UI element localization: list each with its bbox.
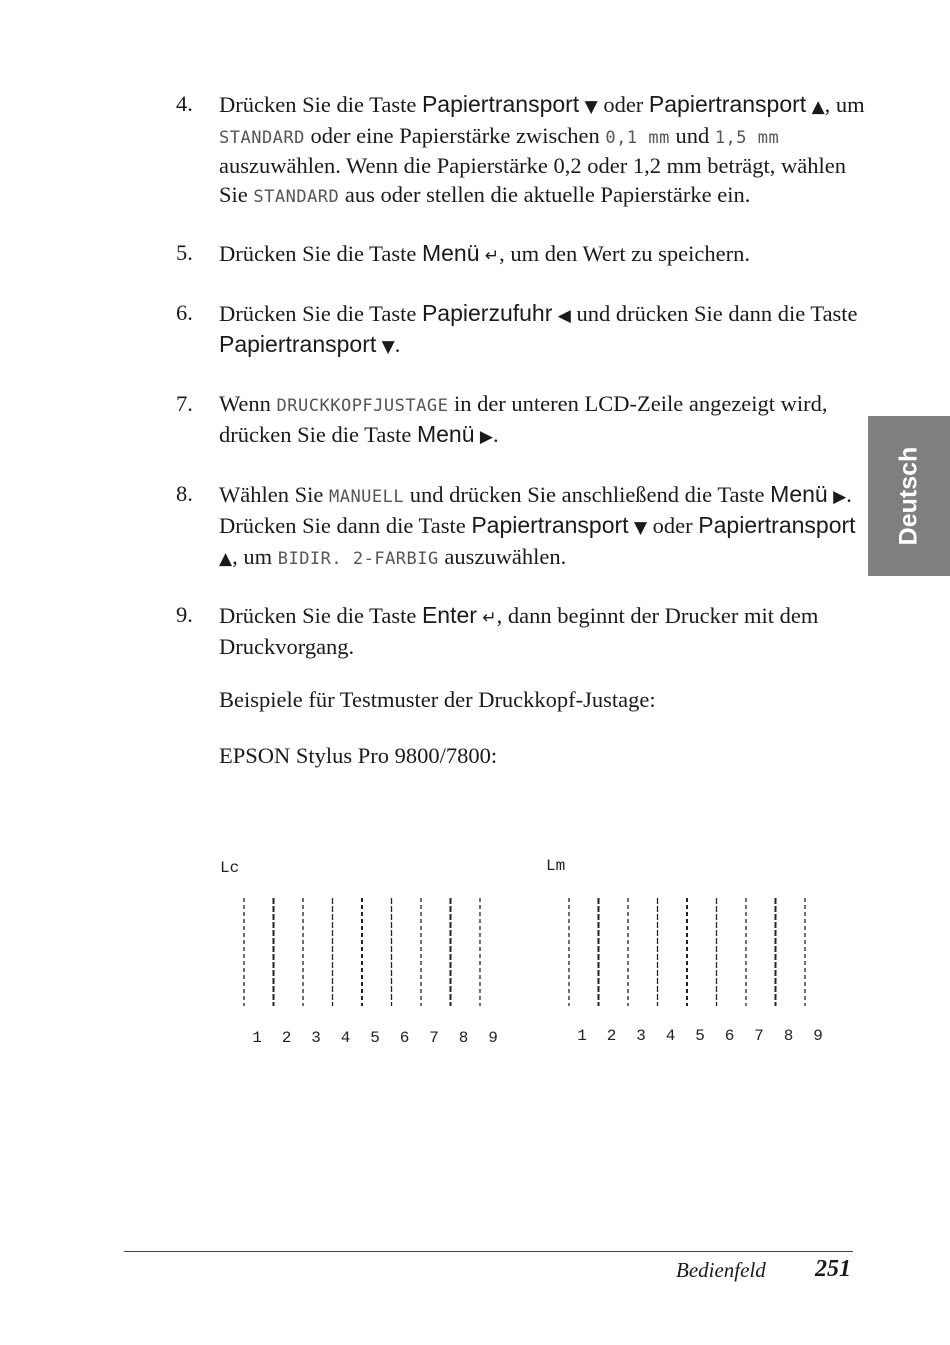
step-number: 7. (176, 390, 193, 416)
pattern-number: 6 (399, 1029, 410, 1047)
step-number: 8. (176, 480, 193, 506)
arrow-icon: ↵ (476, 608, 497, 628)
step-text-segment: Drücken Sie die Taste (219, 603, 422, 628)
button-name: Papiertransport (471, 512, 629, 538)
pattern-number: 1 (577, 1027, 587, 1045)
pattern-number: 4 (665, 1027, 676, 1045)
step-text-segment: Drücken Sie die Taste (219, 300, 422, 326)
button-name: Enter (421, 602, 477, 628)
button-name: Papiertransport (648, 91, 807, 117)
step-text-segment: Wenn (219, 390, 277, 416)
step-text-segment: auszuwählen. (438, 543, 567, 569)
footer-rule (124, 1251, 853, 1252)
arrow-icon: ◀ (552, 305, 571, 326)
page-number: 251 (815, 1256, 851, 1282)
step-number: 4. (176, 91, 193, 116)
pattern-number: 8 (458, 1029, 469, 1047)
pattern-number: 9 (488, 1029, 498, 1047)
step-text-segment: . Drücken Sie dann die Taste (219, 481, 852, 538)
step-9 (176, 601, 866, 661)
step-number: 9. (176, 602, 193, 627)
step-text (219, 482, 856, 569)
step-number: 5. (176, 240, 193, 265)
pattern-label: Lc (220, 859, 240, 877)
pattern-number: 4 (340, 1029, 351, 1047)
step-text (219, 241, 750, 266)
lcd-text: 1,5 mm (714, 127, 780, 148)
arrow-icon: ▶ (474, 427, 493, 447)
pattern-number: 9 (813, 1027, 823, 1045)
button-name: Menü (421, 240, 480, 266)
pattern-number: 7 (754, 1027, 764, 1045)
step-text-segment: und drücken Sie dann die Taste (570, 300, 858, 326)
step-8 (176, 480, 866, 574)
lcd-text: 0,1 mm (605, 127, 670, 148)
step-text-segment: auszuwählen. Wenn die Papierstärke 0,2 oder 1,2 mm beträgt, wählen Sie (219, 153, 846, 207)
button-name: Menü (416, 421, 475, 447)
lcd-text: STANDARD (253, 186, 340, 207)
pattern-number: 5 (695, 1027, 705, 1045)
lcd-text: DRUCKKOPFJUSTAGE (276, 395, 449, 416)
step-text-segment: , um den Wert zu speichern. (499, 241, 750, 266)
arrow-icon: ↵ (479, 246, 500, 266)
button-name: Papiertransport (698, 512, 856, 538)
lcd-text: STANDARD (219, 127, 305, 148)
step-text-segment: oder (647, 513, 699, 538)
pattern-lc (220, 859, 498, 1047)
step-text (219, 391, 828, 448)
step-text-segment: Drücken Sie die Taste (219, 241, 422, 266)
arrow-icon: ▶ (827, 486, 847, 507)
button-name: Papierzufuhr (421, 299, 553, 326)
language-tab (868, 416, 950, 576)
button-name: Papiertransport (421, 91, 580, 117)
pattern-number: 2 (281, 1029, 292, 1047)
step-text-segment: . (492, 422, 499, 447)
step-4 (176, 90, 866, 211)
pattern-number: 3 (636, 1027, 646, 1045)
pattern-number: 3 (311, 1029, 321, 1047)
lcd-text: MANUELL (328, 486, 405, 507)
step-text (219, 301, 858, 358)
step-text-segment: , dann beginnt der Drucker mit dem Druckvorgang. (219, 603, 819, 659)
lcd-text: BIDIR. 2-FARBIG (277, 548, 439, 569)
arrow-icon: ▲ (219, 548, 233, 569)
pattern-number: 1 (252, 1029, 262, 1047)
step-text-segment: und drücken Sie anschließend die Taste (404, 481, 771, 507)
step-text-segment: oder eine Papierstärke zwischen (304, 122, 606, 148)
step-text-segment: oder (597, 92, 649, 117)
footer-section-title: Bedienfeld (676, 1258, 766, 1282)
step-text-segment: . (394, 332, 401, 357)
step-number: 6. (176, 299, 193, 325)
step-text (219, 92, 865, 207)
arrow-icon: ▲ (806, 97, 825, 117)
step-7 (176, 390, 866, 452)
alignment-pattern-figure (200, 840, 840, 1055)
step-text-segment: , um (824, 92, 865, 117)
arrow-icon: ▼ (628, 518, 648, 538)
step-text (219, 603, 818, 659)
pattern-lm (546, 857, 823, 1045)
language-tab-label: Deutsch (894, 446, 923, 546)
button-name: Menü (770, 480, 828, 507)
pattern-number: 2 (606, 1027, 617, 1045)
step-5 (176, 239, 866, 271)
step-text-segment: aus oder stellen die aktuelle Papierstärke ein. (339, 181, 751, 207)
step-text-segment: Wählen Sie (219, 481, 329, 507)
arrow-icon: ▼ (376, 337, 395, 357)
step-text-segment: in der unteren LCD-Zeile angezeigt wird, drücken Sie die Taste (219, 390, 828, 447)
pattern-label: Lm (546, 857, 566, 875)
examples-heading: Beispiele für Testmuster der Druckkopf-Justage: (219, 687, 656, 712)
pattern-number: 7 (429, 1029, 439, 1047)
instruction-steps (176, 90, 866, 689)
step-text-segment: Drücken Sie die Taste (219, 92, 422, 117)
step-6 (176, 299, 866, 362)
pattern-number: 8 (783, 1027, 794, 1045)
step-text-segment: , um (232, 543, 278, 569)
step-text-segment: und (669, 122, 715, 148)
model-label: EPSON Stylus Pro 9800/7800: (219, 743, 498, 768)
pattern-number: 5 (370, 1029, 380, 1047)
pattern-number: 6 (724, 1027, 735, 1045)
arrow-icon: ▼ (579, 97, 598, 117)
button-name: Papiertransport (219, 331, 377, 357)
